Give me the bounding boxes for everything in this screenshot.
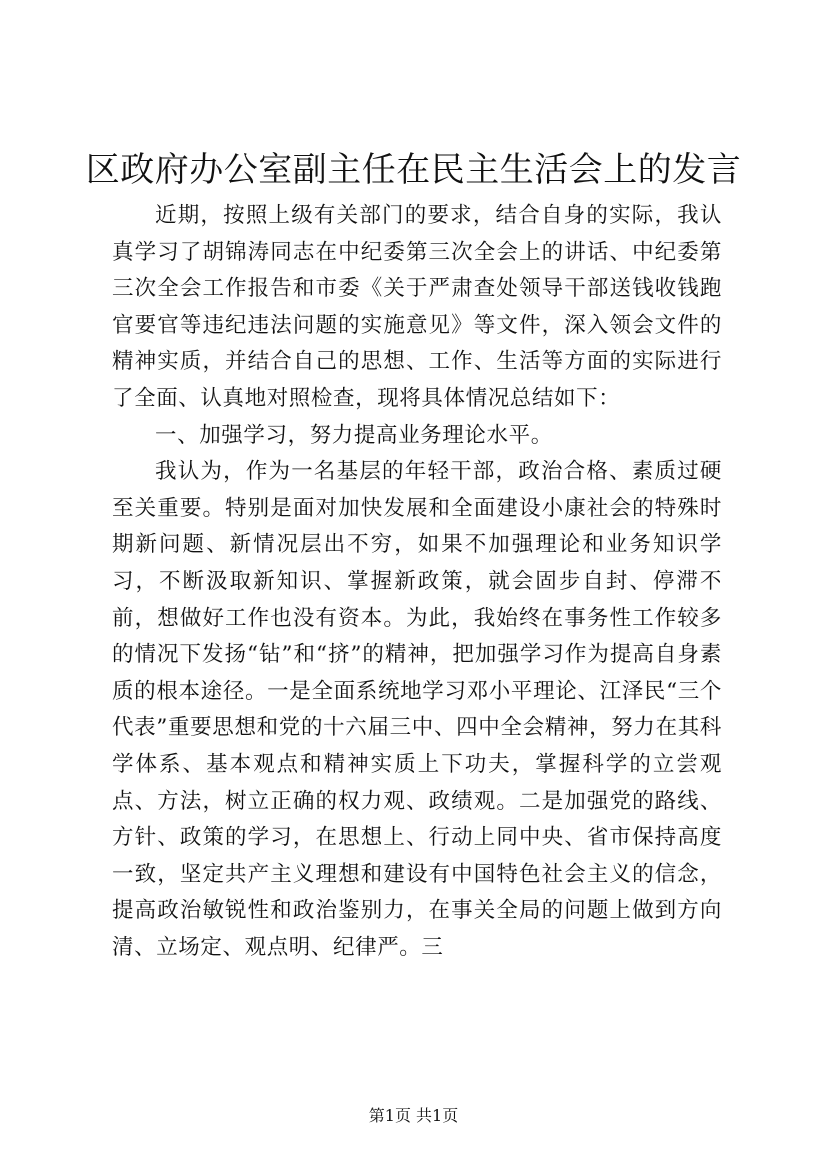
body-paragraph: 我认为，作为一名基层的年轻干部，政治合格、素质过硬至关重要。特别是面对加快发展和全面建设小康社会的特殊时期新问题、新情况层出不穷，如果不加强理论和业务知识学习，不断汲取新知识、掌握新政策，就会固步自封、停滞不前，想做好工作也没有资本。为此，我始终在事务性工作较多的情况下发扬“钻”和“挤”的精神，把加强学习作为提高自身素质的根本途径。一是全面系统地学习邓小平理论、江泽民“三个代表”重要思想和党的十六届三中、四中全会精神，努力在其科学体系、基本观点和精神实质上下功夫，掌握科学的立尝观点、方法，树立正确的权力观、政绩观。二是加强党的路线、方针、政策的学习，在思想上、行动上同中央、省市保持高度一致，坚定共产主义理想和建设有中国特色社会主义的信念，提高政治敏锐性和政治鉴别力，在事关全局的问题上做到方向清、立场定、观点明、纪律严。三 bbox=[112, 459, 722, 960]
section-heading: 一、加强学习，努力提高业务理论水平。 bbox=[155, 422, 553, 448]
intro-paragraph: 近期，按照上级有关部门的要求，结合自身的实际，我认真学习了胡锦涛同志在中纪委第三次全会上的讲话、中纪委第三次全会工作报告和市委《关于严肃查处领导干部送钱收钱跑官要官等违纪违法问题的实施意见》等文件，深入领会文件的精神实质，并结合自己的思想、工作、生活等方面的实际进行了全面、认真地对照检查，现将具体情况总结如下： bbox=[112, 203, 722, 411]
page-footer: 第1页 共1页 bbox=[368, 1106, 459, 1125]
document-body bbox=[112, 198, 722, 966]
document-title: 区政府办公室副主任在民主生活会上的发言 bbox=[85, 150, 742, 190]
